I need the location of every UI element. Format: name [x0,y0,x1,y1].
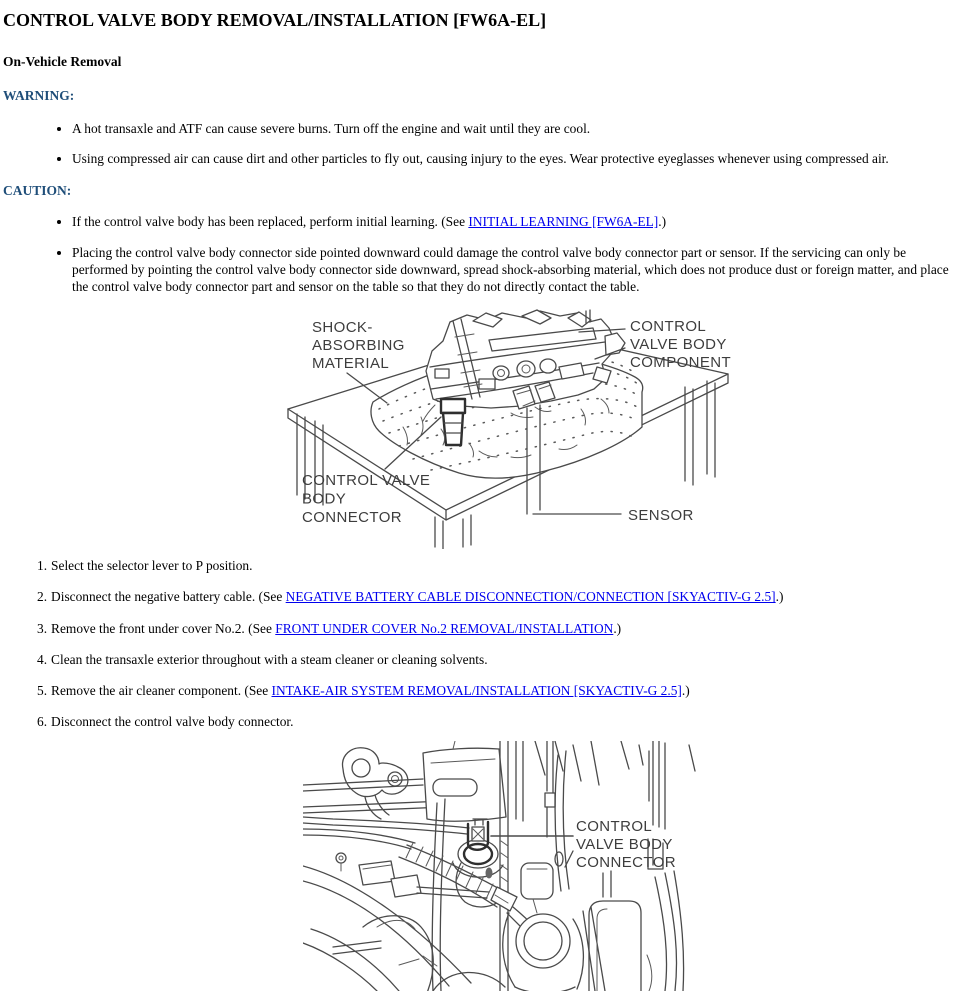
caution-heading: CAUTION: [3,182,72,198]
bracket-drawing [343,748,408,819]
step-text: Clean the transaxle exterior throughout with a steam cleaner or cleaning solvents. [51,651,488,667]
step-item [37,651,937,668]
warning-item: • A hot transaxle and ATF can cause severe burns. Turn off the engine and wait until they are cool. [72,120,957,137]
step-text: Remove the front under cover No.2. (See [51,620,276,636]
label-sensor: SENSOR [628,507,694,525]
step-text: .) [775,589,784,605]
caution-item [72,213,957,230]
step-text: .) [681,682,690,698]
label-control-valve-body-connector: CONTROL VALVE BODY CONNECTOR [302,472,431,527]
caution-text: .) [658,213,667,229]
step-number: 1. [37,558,48,574]
caution-item [72,244,957,295]
link-intake-air-system[interactable]: INTAKE-AIR SYSTEM REMOVAL/INSTALLATION [SKYACTIV-G 2.5] [271,682,682,698]
step-text: Select the selector lever to P position. [51,558,253,574]
step-item [37,557,937,574]
caution-text: If the control valve body has been replaced, perform initial learning. (See [72,213,469,229]
figure-valve-body-on-table [283,309,743,549]
round-boss-drawing [503,863,605,991]
step-number: 2. [37,589,48,605]
link-front-under-cover[interactable]: FRONT UNDER COVER No.2 REMOVAL/INSTALLATION [275,620,614,636]
step-text: Remove the air cleaner component. (See [51,682,272,698]
step-text: .) [613,620,622,636]
figure-engine-bay-connector [303,741,703,991]
label-shock-absorbing-material: SHOCK- ABSORBING MATERIAL [312,319,405,373]
label-control-valve-body-component: CONTROL VALVE BODY COMPONENT [630,318,732,372]
warning-list [0,120,966,167]
step-item [37,713,937,730]
procedure-steps [0,557,966,730]
step-text: Disconnect the negative battery cable. (See [51,589,286,605]
caution-text: Placing the control valve body connector side pointed downward could damage the control valve body connector part or sensor. If the servicing can only be performed by pointing the control valve body connector side downward, spread shock-absorbing material, which does not produce dust or foreign matter, and place the control valve body connector part and sensor on the table so that they do not directly contact the table. [72,244,949,295]
step-number: 3. [37,620,48,636]
warning-heading: WARNING: [3,87,75,103]
step-number: 4. [37,651,48,667]
panel-drawing [423,741,506,821]
step-number: 5. [37,682,48,698]
step-item [37,682,937,699]
page-title: CONTROL VALVE BODY REMOVAL/INSTALLATION [FW6A-EL] [3,10,547,30]
leader-lines [491,836,573,867]
subframe-drawing [303,853,505,991]
warning-item: • Using compressed air can cause dirt and other particles to fly out, causing injury to the eyes. Wear protective eyeglasses whenever using compressed air. [72,150,957,167]
step-item [37,588,937,605]
step-number: 6. [37,714,48,730]
label-control-valve-body-connector: CONTROL VALVE BODY CONNECTOR [576,818,676,872]
step-text: Disconnect the control valve body connector. [51,714,294,730]
link-initial-learning[interactable]: INITIAL LEARNING [FW6A-EL] [468,213,659,229]
caution-list [0,213,966,296]
section-heading: On-Vehicle Removal [3,53,122,69]
link-negative-battery-cable[interactable]: NEGATIVE BATTERY CABLE DISCONNECTION/CONNECTION [SKYACTIV-G 2.5] [285,589,776,605]
step-item [37,620,937,637]
